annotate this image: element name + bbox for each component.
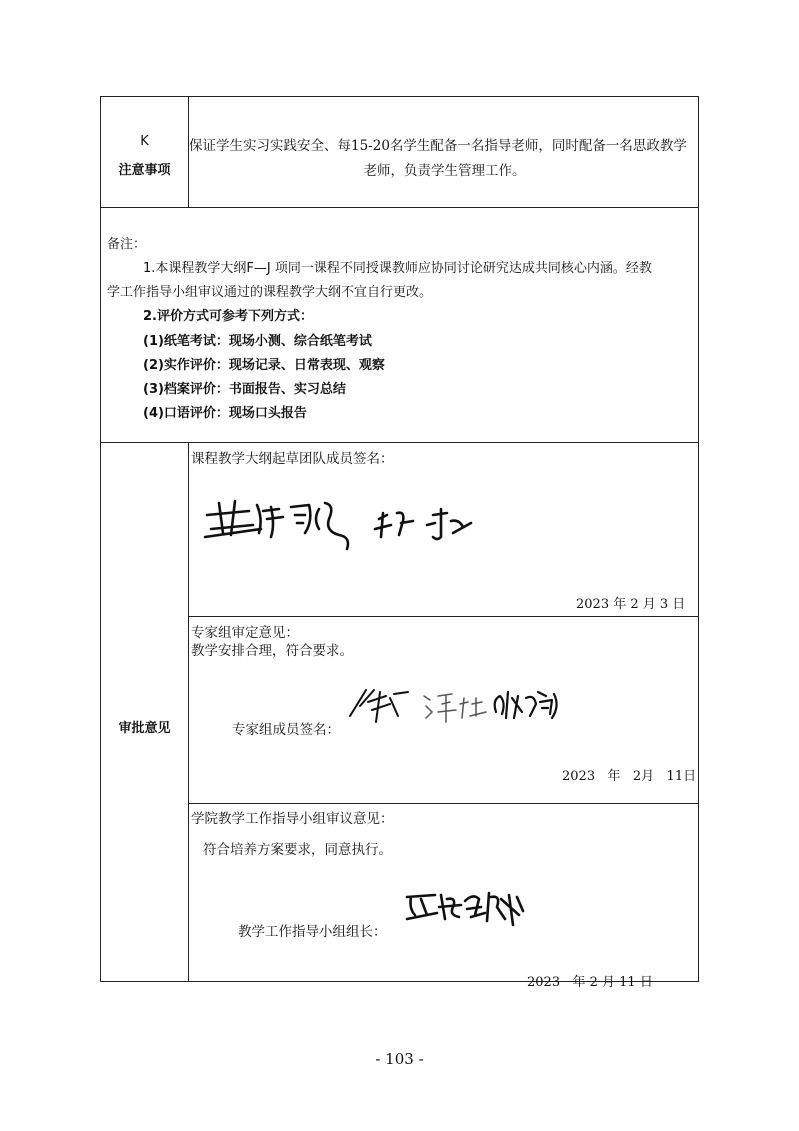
drafting-team-signature: [201, 485, 531, 565]
expert-date: 2023 年 2月 11日: [562, 769, 697, 784]
approval-label: 审批意见: [118, 721, 171, 736]
college-heading: 学院教学工作指导小组审议意见：: [191, 811, 394, 827]
method-item: (2)实作评价：现场记录、日常表现、观察: [143, 358, 385, 373]
remarks-title: 备注：: [107, 237, 147, 252]
precautions-code: K: [140, 134, 149, 149]
page-number: - 103 -: [375, 1050, 424, 1068]
column-divider: [188, 442, 189, 982]
remarks-item2: 2.评价方式可参考下列方式：: [143, 309, 313, 324]
approval-table: [100, 96, 699, 990]
drafting-date: 2023 年 2 月 3 日: [576, 597, 686, 612]
method-item: (3)档案评价：书面报告、实习总结: [143, 382, 346, 397]
expert-sign-label: 专家组成员签名：: [232, 722, 340, 738]
expert-opinion: 教学安排合理，符合要求。: [191, 643, 353, 659]
remarks-item1-line1: 1.本课程教学大纲F—J 项同一课程不同授课教师应协同讨论研究达成共同核心内涵。经教: [143, 261, 652, 276]
method-item: (1)纸笔考试：现场小测、综合纸笔考试: [143, 334, 372, 349]
drafting-heading: 课程教学大纲起草团队成员签名：: [191, 451, 394, 467]
precautions-label: 注意事项: [118, 163, 171, 178]
college-opinion: 符合培养方案要求，同意执行。: [203, 842, 392, 858]
method-item: (4)口语评价：现场口头报告: [143, 406, 307, 421]
row-divider: [188, 616, 698, 617]
precautions-text-line2: 老师，负责学生管理工作。: [363, 163, 526, 179]
remarks-item1-line2: 学工作指导小组审议通过的课程教学大纲不宜自行更改。: [107, 285, 433, 300]
precautions-text-line1: 保证学生实习实践安全、每15-20名学生配备一名指导老师，同时配备一名思政教学: [189, 138, 687, 154]
row-divider: [101, 207, 698, 208]
college-date: 2023 年 2 月 11 日: [527, 975, 653, 990]
row-divider: [188, 803, 698, 804]
expert-heading: 专家组审定意见：: [191, 625, 299, 641]
expert-signatures: [346, 682, 566, 732]
college-sign-label: 教学工作指导小组组长：: [238, 924, 387, 940]
group-leader-signature: [401, 885, 531, 931]
row-divider: [101, 442, 698, 443]
